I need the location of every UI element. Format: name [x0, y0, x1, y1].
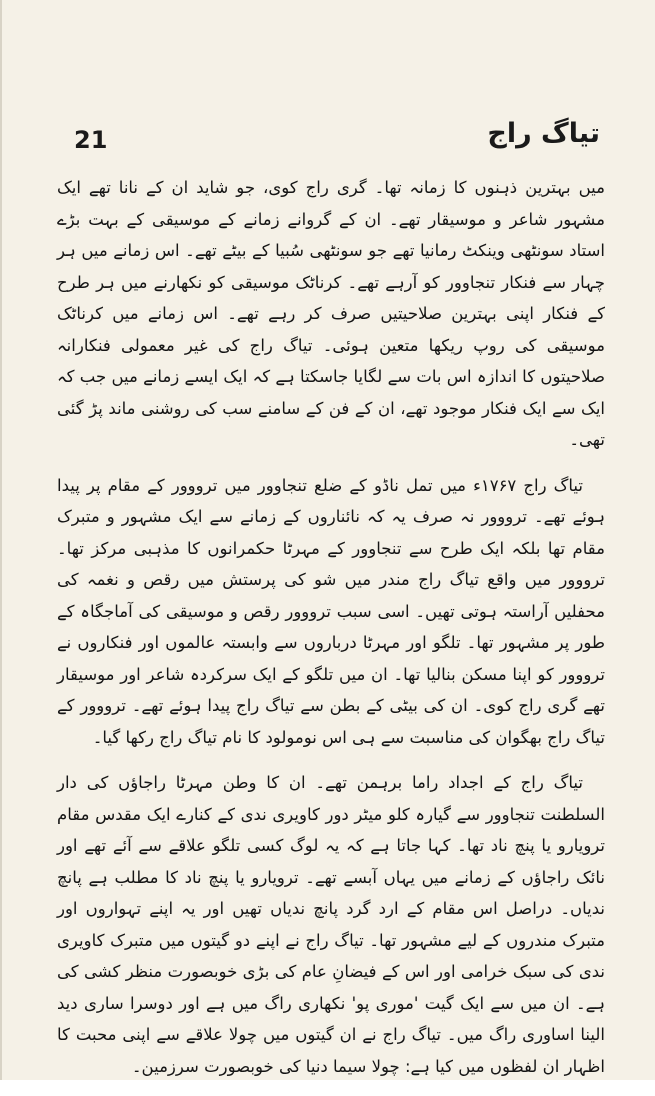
paragraph: تیاگ راج ۱۷۶۷ء میں تمل ناڈو کے ضلع تنجاوور میں ترووور کے مقام پر پیدا ہوئے تھے۔ ترووور نہ صرف یہ کہ نائناروں کے زمانے سے ایک مشہور و متبرک مقام تھا بلکہ ایک طرح سے تنجاوور کے مہرٹا حکمرانوں کا مذہبی مرکز تھا۔ ترووور میں واقع تیاگ راج مندر میں شو کی پرستش میں رقص و نغمہ کی محفلیں آراستہ ہوتی تھیں۔ اسی سبب ترووور رقص و موسیقی کی آماجگاہ کے طور پر مشہور تھا۔ تلگو اور مہرٹا درباروں سے وابستہ عالموں اور فنکاروں نے ترووور کو اپنا مسکن بنالیا تھا۔ ان میں تلگو کے ایک سرکردہ شاعر اور موسیقار تھے گری راج کوی۔ ان کی بیٹی کے بطن سے تیاگ راج پیدا ہوئے تھے۔ ترووور کے تیاگ راج بھگوان کی مناسبت سے ہی اس نومولود کا نام تیاگ راج رکھا گیا۔ — [57, 475, 605, 747]
paragraph: میں بہترین ذہنوں کا زمانہ تھا۔ گری راج کوی، جو شاید ان کے نانا تھے ایک مشہور شاعر و موسیقار تھے۔ ان کے گروانے زمانے کے موسیقی کے بہت بڑے استاد سونٹھی وینکٹ رمانیا تھے جو سونٹھی سُبیا کے بیٹے تھے۔ اس زمانے میں ہر چہار سے فنکار تنجاوور کو آرہے تھے۔ کرناٹک موسیقی کو نکھارنے میں ہر طرح کے فنکار اپنی بہترین صلاحیتیں صرف کر رہے تھے۔ اس زمانے میں کرناٹک موسیقی کی روپ ریکھا متعین ہوئی۔ تیاگ راج کی غیر معمولی فنکارانہ صلاحیتوں کا اندازہ اس بات سے لگایا جاسکتا ہے کہ ایک ایسے زمانے میں جب کہ ایک سے ایک فنکار موجود تھے، ان کے فن کے سامنے سب کی روشنی ماند پڑ گئی تھی۔ — [57, 178, 605, 449]
running-title: تیاگ راج — [487, 118, 600, 149]
page-header — [64, 118, 600, 168]
page-number: 21 — [74, 126, 108, 154]
body-text — [57, 172, 605, 1096]
paragraph: تیاگ راج کے اجداد راما برہمن تھے۔ ان کا وطن مہرٹا راجاؤں کی دار السلطنت تنجاوور سے گیارہ کلو میٹر دور کاویری ندی کے کنارے ایک مقدس مقام ترویارو یا پنچ ناد تھا۔ کہا جاتا ہے کہ یہ لوگ کسی تلگو علاقے سے آئے تھے اور نائک راجاؤں کے زمانے میں یہاں آبسے تھے۔ ترویارو یا پنچ ناد کا مطلب ہے پانچ ندیاں۔ دراصل اس مقام کے ارد گرد پانچ ندیاں تھیں اور یہ اپنے تہواروں اور متبرک مندروں کے لیے مشہور تھا۔ تیاگ راج نے اپنے دو گیتوں میں متبرک کاویری ندی کی سبک خرامی اور اس کے فیضانِ عام کی بڑی خوبصورت منظر کشی کی ہے۔ ان میں سے ایک گیت 'موری پو' نکھاری راگ میں ہے اور دوسرا ساری دید الینا اساوری راگ میں۔ تیاگ راج نے ان گیتوں میں چولا علاقے سے اپنی محبت کا اظہار ان لفظوں میں کیا ہے: چولا سیما دنیا کی خوبصورت سرزمین۔ — [57, 773, 605, 1076]
